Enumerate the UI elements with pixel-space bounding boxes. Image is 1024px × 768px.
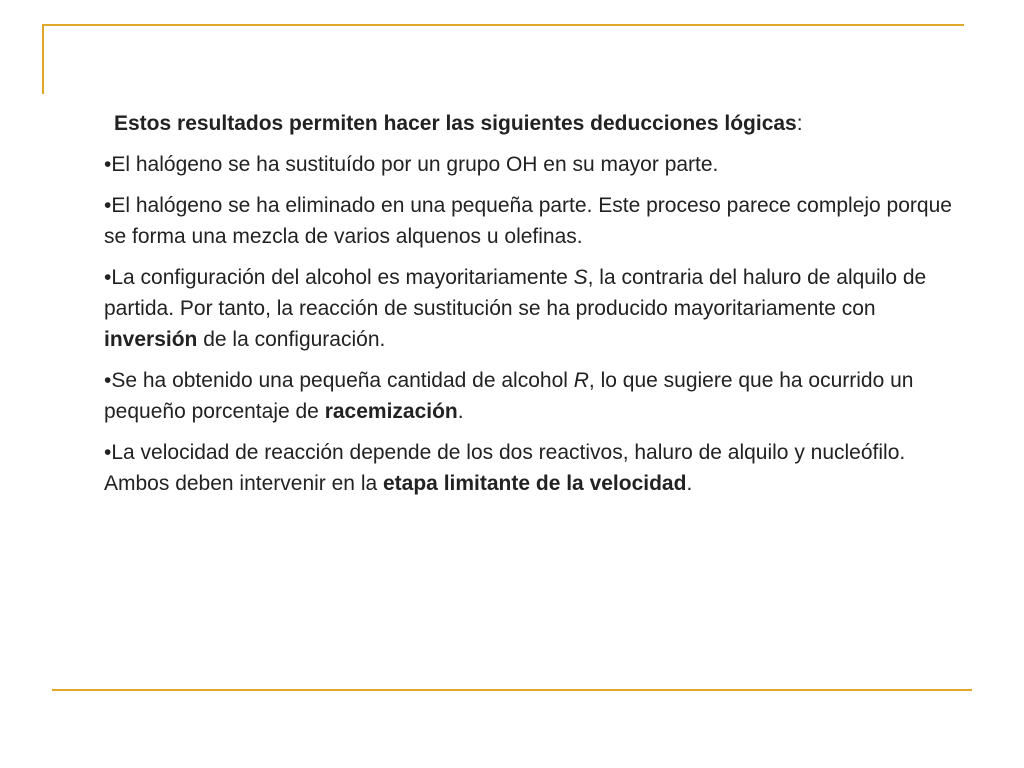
bullet-item-2 [104, 190, 964, 252]
bullet-bold-inversion: inversión [104, 328, 198, 351]
heading-suffix: : [796, 112, 803, 135]
frame-left-line [42, 24, 44, 94]
bullet-italic-r: R [573, 369, 589, 392]
bullet-marker: • [104, 441, 112, 464]
bullet-text-part-2: , lo que sugiere que ha ocurrido un pequeño porcentaje de [104, 369, 914, 423]
bullet-text: El halógeno se ha sustituído por un grupo OH en su mayor parte. [111, 153, 719, 176]
bullet-text-part-1: La configuración del alcohol es mayoritariamente [111, 266, 574, 289]
bullet-bold-etapa-limitante: etapa limitante de la velocidad [383, 472, 687, 495]
bullet-item-4 [104, 365, 964, 427]
bullet-marker: • [104, 194, 112, 217]
bullet-item-3 [104, 262, 964, 355]
heading-bold-text: Estos resultados permiten hacer las siguientes deducciones lógicas [114, 112, 797, 135]
bullet-text-part-2: , la contraria del haluro de alquilo de partida. Por tanto, la reacción de sustitución se ha producido mayoritariamente con [104, 266, 927, 320]
bullet-item-1 [104, 149, 964, 180]
bullet-italic-s: S [573, 266, 588, 289]
frame-bottom-line [52, 689, 972, 691]
bullet-text-part-3: de la configuración. [197, 328, 386, 351]
bullet-marker: • [104, 266, 112, 289]
bullet-item-5 [104, 437, 964, 499]
bullet-text: El halógeno se ha eliminado en una pequeña parte. Este proceso parece complejo porque se forma una mezcla de varios alquenos u olefinas. [104, 194, 952, 248]
bullet-marker: • [104, 153, 112, 176]
bullet-text-part-3: . [457, 400, 464, 423]
slide-heading [104, 108, 964, 139]
bullet-bold-racemizacion: racemización [324, 400, 458, 423]
bullet-marker: • [104, 369, 112, 392]
bullet-text-part-1: La velocidad de reacción depende de los dos reactivos, haluro de alquilo y nucleófilo. Ambos deben intervenir en la [104, 441, 906, 495]
slide-content [104, 108, 964, 509]
bullet-text-part-1: Se ha obtenido una pequeña cantidad de alcohol [111, 369, 574, 392]
bullet-text-part-2: . [686, 472, 693, 495]
frame-top-line [42, 24, 964, 26]
